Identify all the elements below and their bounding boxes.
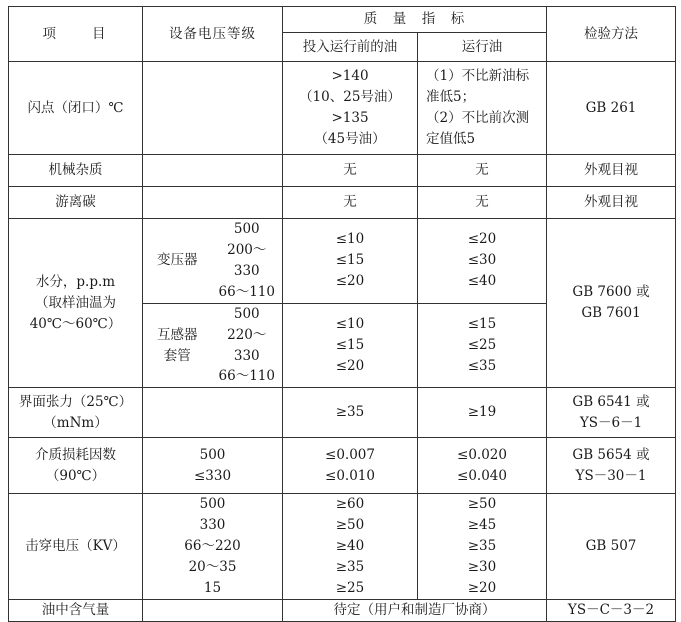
header-item: 项 目 bbox=[9, 7, 143, 62]
free-carbon-new-oil: 无 bbox=[283, 187, 418, 219]
flash-point-method: GB 261 bbox=[547, 62, 676, 155]
moisture-bushing-label bbox=[143, 303, 212, 388]
running-oil-value: ≤40 bbox=[467, 273, 497, 290]
moisture-label-line: （取样油温为 bbox=[35, 294, 116, 311]
impurity-method: 外观目视 bbox=[547, 155, 676, 187]
new-oil-value: ≤10 bbox=[335, 231, 365, 248]
voltage-value: 66～220 bbox=[184, 538, 241, 555]
row-breakdown-voltage bbox=[9, 494, 676, 600]
moisture-method bbox=[547, 219, 676, 388]
tension-new-oil: ≥35 bbox=[283, 388, 418, 438]
new-oil-value: ≤15 bbox=[335, 337, 365, 354]
new-oil-value: ≤10 bbox=[335, 316, 365, 333]
flash-point-run-line: 定值低5 bbox=[426, 130, 476, 147]
running-oil-value: ≤0.020 bbox=[457, 446, 507, 463]
moisture-label-line: 水分，p.p.m bbox=[35, 273, 116, 290]
header-voltage-level: 设备电压等级 bbox=[143, 7, 283, 62]
running-oil-value: ≥45 bbox=[467, 517, 497, 534]
method-line: GB 5654 或 bbox=[572, 446, 650, 463]
flash-point-run-line: 准低5； bbox=[426, 89, 476, 106]
tension-method bbox=[547, 388, 676, 438]
row-free-carbon bbox=[9, 187, 676, 219]
running-oil-value: ≤15 bbox=[467, 316, 497, 333]
dielectric-label-line: 介质损耗因数 bbox=[35, 446, 116, 463]
new-oil-value: ≤20 bbox=[335, 273, 365, 290]
free-carbon-running-oil: 无 bbox=[418, 187, 547, 219]
moisture-transformer-voltages bbox=[212, 219, 283, 304]
running-oil-value: ≥30 bbox=[467, 559, 497, 576]
method-line: GB 7600 或 bbox=[572, 284, 650, 301]
free-carbon-voltage bbox=[143, 187, 283, 219]
method-line: YS－6－1 bbox=[579, 414, 643, 431]
tension-label-line: 界面张力（25℃） bbox=[18, 393, 133, 410]
voltage-value: 500 bbox=[199, 446, 226, 463]
new-oil-value: ≥50 bbox=[335, 517, 365, 534]
running-oil-value: ≤35 bbox=[467, 357, 497, 374]
flash-point-new-line: >135 bbox=[331, 110, 369, 126]
voltage-value: 220～330 bbox=[227, 326, 267, 364]
moisture-transformer-label: 变压器 bbox=[143, 219, 212, 304]
breakdown-label: 击穿电压（KV） bbox=[9, 494, 143, 600]
row-moisture-transformer bbox=[9, 219, 676, 304]
voltage-value: 500 bbox=[233, 305, 260, 322]
bushing-label-line: 套管 bbox=[163, 347, 191, 364]
row-gas-content bbox=[9, 599, 676, 621]
row-interfacial-tension bbox=[9, 388, 676, 438]
running-oil-value: ≤0.040 bbox=[457, 467, 507, 484]
tension-label bbox=[9, 388, 143, 438]
impurity-label: 机械杂质 bbox=[9, 155, 143, 187]
method-line: GB 7601 bbox=[581, 305, 641, 322]
dielectric-method bbox=[547, 438, 676, 494]
tension-running-oil: ≥19 bbox=[418, 388, 547, 438]
moisture-bushing-new-oil bbox=[283, 303, 418, 388]
method-line: YS－30－1 bbox=[575, 467, 647, 484]
running-oil-value: ≤25 bbox=[467, 337, 497, 354]
flash-point-run-line: （2）不比前次测 bbox=[426, 110, 530, 126]
voltage-value: 200～330 bbox=[227, 241, 267, 279]
running-oil-value: ≥50 bbox=[467, 496, 497, 513]
impurity-running-oil: 无 bbox=[418, 155, 547, 187]
header-quality-index: 质 量 指 标 bbox=[283, 7, 547, 33]
row-flash-point bbox=[9, 62, 676, 155]
running-oil-value: ≤30 bbox=[467, 252, 497, 269]
impurity-voltage bbox=[143, 155, 283, 187]
new-oil-value: ≥60 bbox=[335, 496, 365, 513]
tension-label-line: （mNm） bbox=[43, 414, 108, 431]
gas-content-method: YS－C－3－2 bbox=[547, 599, 676, 621]
dielectric-new-oil bbox=[283, 438, 418, 494]
impurity-new-oil: 无 bbox=[283, 155, 418, 187]
voltage-value: 330 bbox=[199, 517, 226, 534]
bushing-label-line: 互感器 bbox=[157, 326, 198, 343]
new-oil-value: ≤20 bbox=[335, 357, 365, 374]
dielectric-label bbox=[9, 438, 143, 494]
new-oil-value: ≤0.007 bbox=[325, 446, 375, 463]
free-carbon-method: 外观目视 bbox=[547, 187, 676, 219]
voltage-value: ≤330 bbox=[193, 467, 232, 484]
header-running-oil: 运行油 bbox=[418, 33, 547, 62]
flash-point-new-line: （10、25号油） bbox=[299, 89, 401, 106]
flash-point-run-line: （1）不比新油标 bbox=[426, 68, 530, 85]
header-row-1 bbox=[9, 7, 676, 33]
new-oil-value: ≥35 bbox=[335, 559, 365, 576]
header-test-method: 检验方法 bbox=[547, 7, 676, 62]
dielectric-label-line: （90℃） bbox=[45, 467, 106, 484]
flash-point-new-line: >140 bbox=[331, 68, 369, 85]
flash-point-new-line: （45号油） bbox=[314, 130, 386, 147]
breakdown-running-oil bbox=[418, 494, 547, 600]
tension-voltage bbox=[143, 388, 283, 438]
breakdown-method: GB 507 bbox=[547, 494, 676, 600]
new-oil-value: ≤15 bbox=[335, 252, 365, 269]
voltage-value: 20～35 bbox=[188, 559, 237, 576]
running-oil-value: ≥35 bbox=[467, 538, 497, 555]
voltage-value: 15 bbox=[203, 580, 222, 597]
voltage-value: 66～110 bbox=[218, 283, 275, 300]
flash-point-voltage bbox=[143, 62, 283, 155]
flash-point-label: 闪点（闭口）℃ bbox=[9, 62, 143, 155]
moisture-bushing-running-oil bbox=[418, 303, 547, 388]
flash-point-new-oil bbox=[283, 62, 418, 155]
row-dielectric-loss bbox=[9, 438, 676, 494]
row-mechanical-impurity bbox=[9, 155, 676, 187]
header-new-oil: 投入运行前的油 bbox=[283, 33, 418, 62]
moisture-label-line: 40℃～60℃） bbox=[29, 315, 122, 332]
dielectric-running-oil bbox=[418, 438, 547, 494]
new-oil-value: ≥25 bbox=[335, 580, 365, 597]
method-line: GB 6541 或 bbox=[572, 393, 650, 410]
new-oil-value: ≥40 bbox=[335, 538, 365, 555]
gas-content-label: 油中含气量 bbox=[9, 599, 143, 621]
moisture-bushing-voltages bbox=[212, 303, 283, 388]
dielectric-voltages bbox=[143, 438, 283, 494]
running-oil-value: ≥20 bbox=[467, 580, 497, 597]
voltage-value: 500 bbox=[199, 496, 226, 513]
oil-quality-table bbox=[8, 6, 676, 622]
moisture-transformer-running-oil bbox=[418, 219, 547, 304]
running-oil-value: ≤20 bbox=[467, 231, 497, 248]
gas-content-value: 待定（用户和制造厂协商） bbox=[283, 599, 547, 621]
moisture-transformer-new-oil bbox=[283, 219, 418, 304]
voltage-value: 500 bbox=[233, 221, 260, 237]
moisture-label bbox=[9, 219, 143, 388]
new-oil-value: ≤0.010 bbox=[325, 467, 375, 484]
voltage-value: 66～110 bbox=[218, 368, 275, 385]
flash-point-running-oil bbox=[418, 62, 547, 155]
breakdown-voltages bbox=[143, 494, 283, 600]
free-carbon-label: 游离碳 bbox=[9, 187, 143, 219]
gas-content-voltage bbox=[143, 599, 283, 621]
breakdown-new-oil bbox=[283, 494, 418, 600]
